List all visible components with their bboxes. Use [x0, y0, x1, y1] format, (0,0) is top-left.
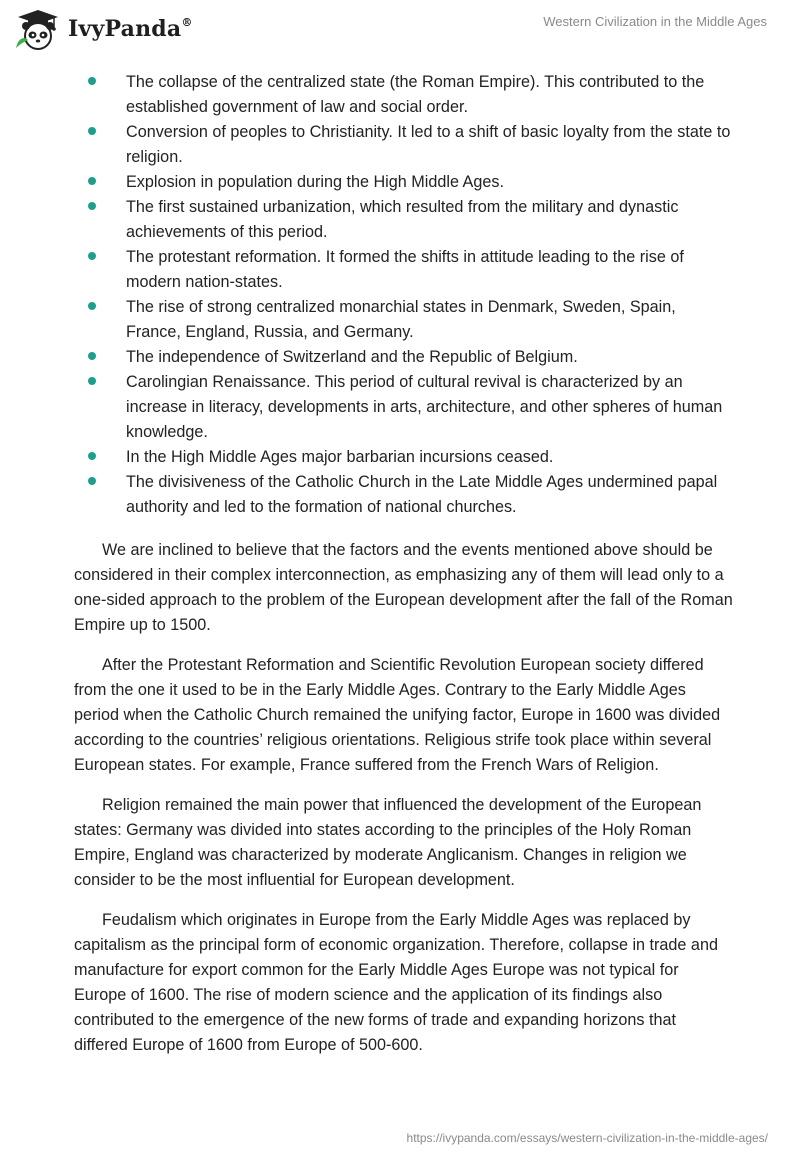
- list-item: The first sustained urbanization, which resulted from the military and dynastic achievements of this period.: [74, 195, 734, 245]
- bullet-icon: [88, 77, 96, 85]
- document-title: Western Civilization in the Middle Ages: [543, 14, 767, 29]
- logo-wordmark: IvyPanda®: [68, 15, 193, 42]
- bullet-icon: [88, 202, 96, 210]
- essay-content: [74, 70, 734, 1058]
- list-item: The independence of Switzerland and the Republic of Belgium.: [74, 345, 734, 370]
- bullet-icon: [88, 252, 96, 260]
- list-item: The rise of strong centralized monarchial states in Denmark, Sweden, Spain, France, England, Russia, and Germany.: [74, 295, 734, 345]
- list-item: The protestant reformation. It formed the shifts in attitude leading to the rise of modern nation-states.: [74, 245, 734, 295]
- paragraph: Religion remained the main power that influenced the development of the European states: Germany was divided into states according to the principles of the Holy Roman Empire, England was characterized by moderate Anglicanism. Changes in religion we consider to be the most influential for European development.: [74, 796, 702, 889]
- paragraph: Feudalism which originates in Europe from the Early Middle Ages was replaced by capitalism as the principal form of economic organization. Therefore, collapse in trade and manufacture for export common for the Early Middle Ages Europe was not typical for Europe of 1600. The rise of modern science and the application of its findings also contributed to the emergence of the new forms of trade and expanding horizons that differed Europe of 1600 from Europe of 500-600.: [74, 911, 718, 1054]
- list-item: Conversion of peoples to Christianity. It led to a shift of basic loyalty from the state to religion.: [74, 120, 734, 170]
- ivypanda-logo[interactable]: [14, 8, 193, 50]
- page-header: [0, 0, 800, 62]
- bullet-icon: [88, 352, 96, 360]
- panda-logo-icon: [14, 8, 62, 50]
- bullet-icon: [88, 177, 96, 185]
- bullet-list: [74, 70, 734, 520]
- source-url[interactable]: https://ivypanda.com/essays/western-civilization-in-the-middle-ages/: [406, 1131, 768, 1145]
- list-item: The collapse of the centralized state (the Roman Empire). This contributed to the established government of law and social order.: [74, 70, 734, 120]
- bullet-icon: [88, 302, 96, 310]
- list-item: The divisiveness of the Catholic Church in the Late Middle Ages undermined papal authority and led to the formation of national churches.: [74, 470, 734, 520]
- bullet-icon: [88, 127, 96, 135]
- paragraph: After the Protestant Reformation and Scientific Revolution European society differed from the one it used to be in the Early Middle Ages. Contrary to the Early Middle Ages period when the Catholic Church remained the unifying factor, Europe in 1600 was divided according to the countries’ religious orientations. Religious strife took place within several European states. For example, France suffered from the French Wars of Religion.: [74, 656, 721, 774]
- list-item: Explosion in population during the High Middle Ages.: [74, 170, 734, 195]
- bullet-icon: [88, 377, 96, 385]
- paragraph: We are inclined to believe that the factors and the events mentioned above should be considered in their complex interconnection, as emphasizing any of them will lead only to a one-sided approach to the problem of the European development after the fall of the Roman Empire up to 1500.: [74, 541, 733, 634]
- list-item: In the High Middle Ages major barbarian incursions ceased.: [74, 445, 734, 470]
- bullet-icon: [88, 452, 96, 460]
- bullet-icon: [88, 477, 96, 485]
- list-item: Carolingian Renaissance. This period of cultural revival is characterized by an increase in literacy, developments in arts, architecture, and other spheres of human knowledge.: [74, 370, 734, 445]
